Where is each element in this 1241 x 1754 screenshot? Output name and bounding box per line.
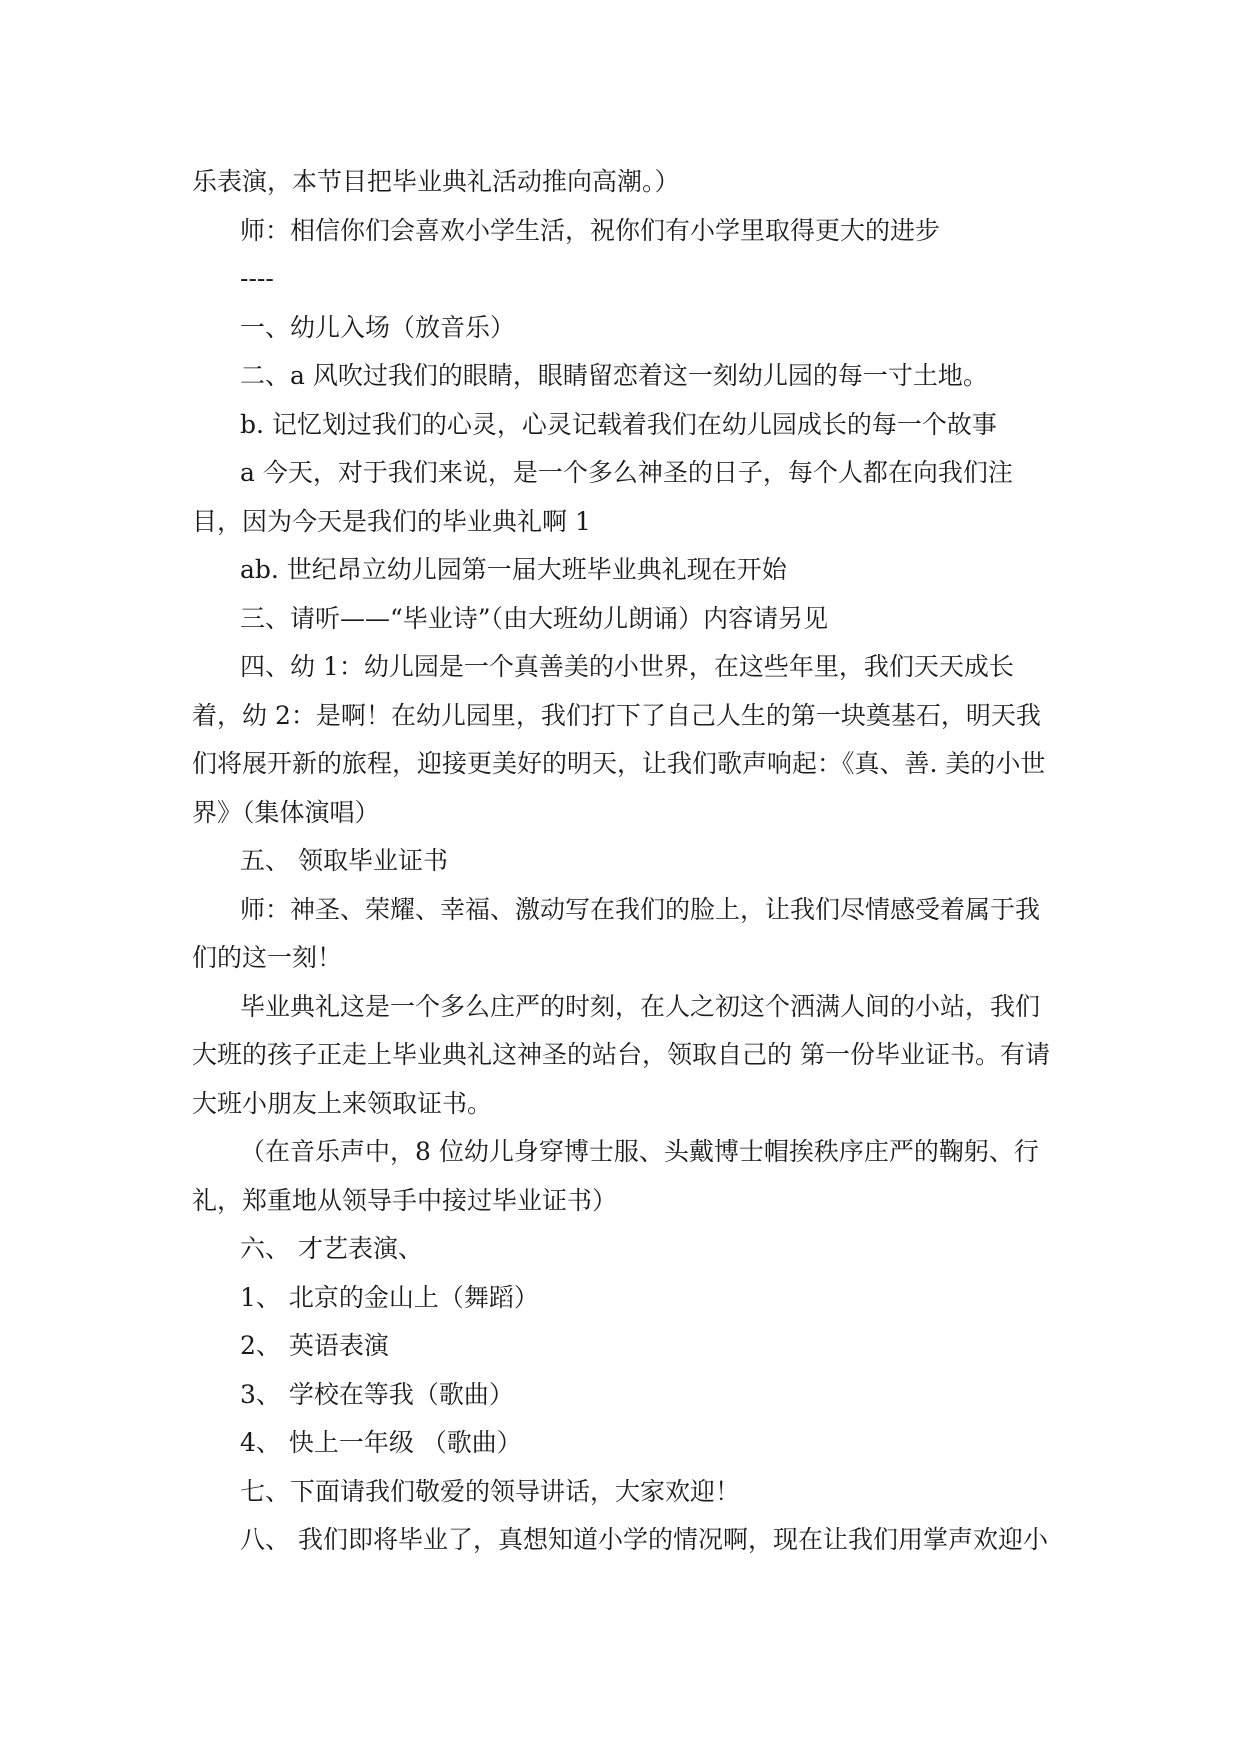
text-line: 礼，郑重地从领导手中接过毕业证书） [192,1185,618,1215]
text-line: 2、 英语表演 [240,1331,389,1360]
text-line: 四、幼 1：幼儿园是一个真善美的小世界，在这些年里，我们天天成长 [240,652,1014,681]
text-line: 大班的孩子正走上毕业典礼这神圣的站台，领取自己的 第一份毕业证书。有请 [192,1040,1050,1069]
text-line: 4、 快上一年级 （歌曲） [240,1428,522,1457]
text-line: （在音乐声中，8 位幼儿身穿博士服、头戴博士帽挨秩序庄严的鞠躬、行 [240,1137,1039,1166]
text-line: ---- [240,264,274,293]
text-line: 1、 北京的金山上（舞蹈） [240,1282,539,1312]
text-line: 三、请听——“毕业诗”（由大班幼儿朗诵）内容请另见 [240,603,829,633]
text-line: 乐表演，本节目把毕业典礼活动推向高潮。） [192,167,680,196]
text-line: 目，因为今天是我们的毕业典礼啊 1 [192,506,591,536]
text-line: 3、 学校在等我（歌曲） [240,1379,514,1409]
text-line: b. 记忆划过我们的心灵，心灵记载着我们在幼儿园成长的每一个故事 [240,409,997,439]
text-line: 师：神圣、荣耀、幸福、激动写在我们的脸上，让我们尽情感受着属于我 [240,894,1041,924]
text-line: 一、幼儿入场（放音乐） [240,312,516,342]
text-line: 五、 领取毕业证书 [240,846,448,875]
text-line: 们的这一刻！ [192,943,343,972]
text-line: 师：相信你们会喜欢小学生活，祝你们有小学里取得更大的进步 [240,215,941,245]
text-line: 们将展开新的旅程，迎接更美好的明天，让我们歌声响起：《真、善. 美的小世 [192,749,1046,778]
text-line: 六、 才艺表演、 [240,1234,423,1263]
text-line: 着，幼 2：是啊！在幼儿园里，我们打下了自己人生的第一块奠基石，明天我 [192,700,1041,730]
text-line: ab. 世纪昂立幼儿园第一届大班毕业典礼现在开始 [240,555,787,584]
text-line: 二、a 风吹过我们的眼睛，眼睛留恋着这一刻幼儿园的每一寸土地。 [240,361,988,390]
text-line: a 今天，对于我们来说，是一个多么神圣的日子，每个人都在向我们注 [240,458,1013,487]
document-body [192,158,1062,1565]
text-line: 八、 我们即将毕业了，真想知道小学的情况啊，现在让我们用掌声欢迎小 [240,1525,1048,1554]
text-line: 七、下面请我们敬爱的领导讲话，大家欢迎！ [240,1476,741,1506]
text-line: 界》（集体演唱） [192,797,380,827]
text-line: 大班小朋友上来领取证书。 [192,1088,493,1118]
text-line: 毕业典礼这是一个多么庄严的时刻，在人之初这个洒满人间的小站，我们 [240,991,1041,1021]
